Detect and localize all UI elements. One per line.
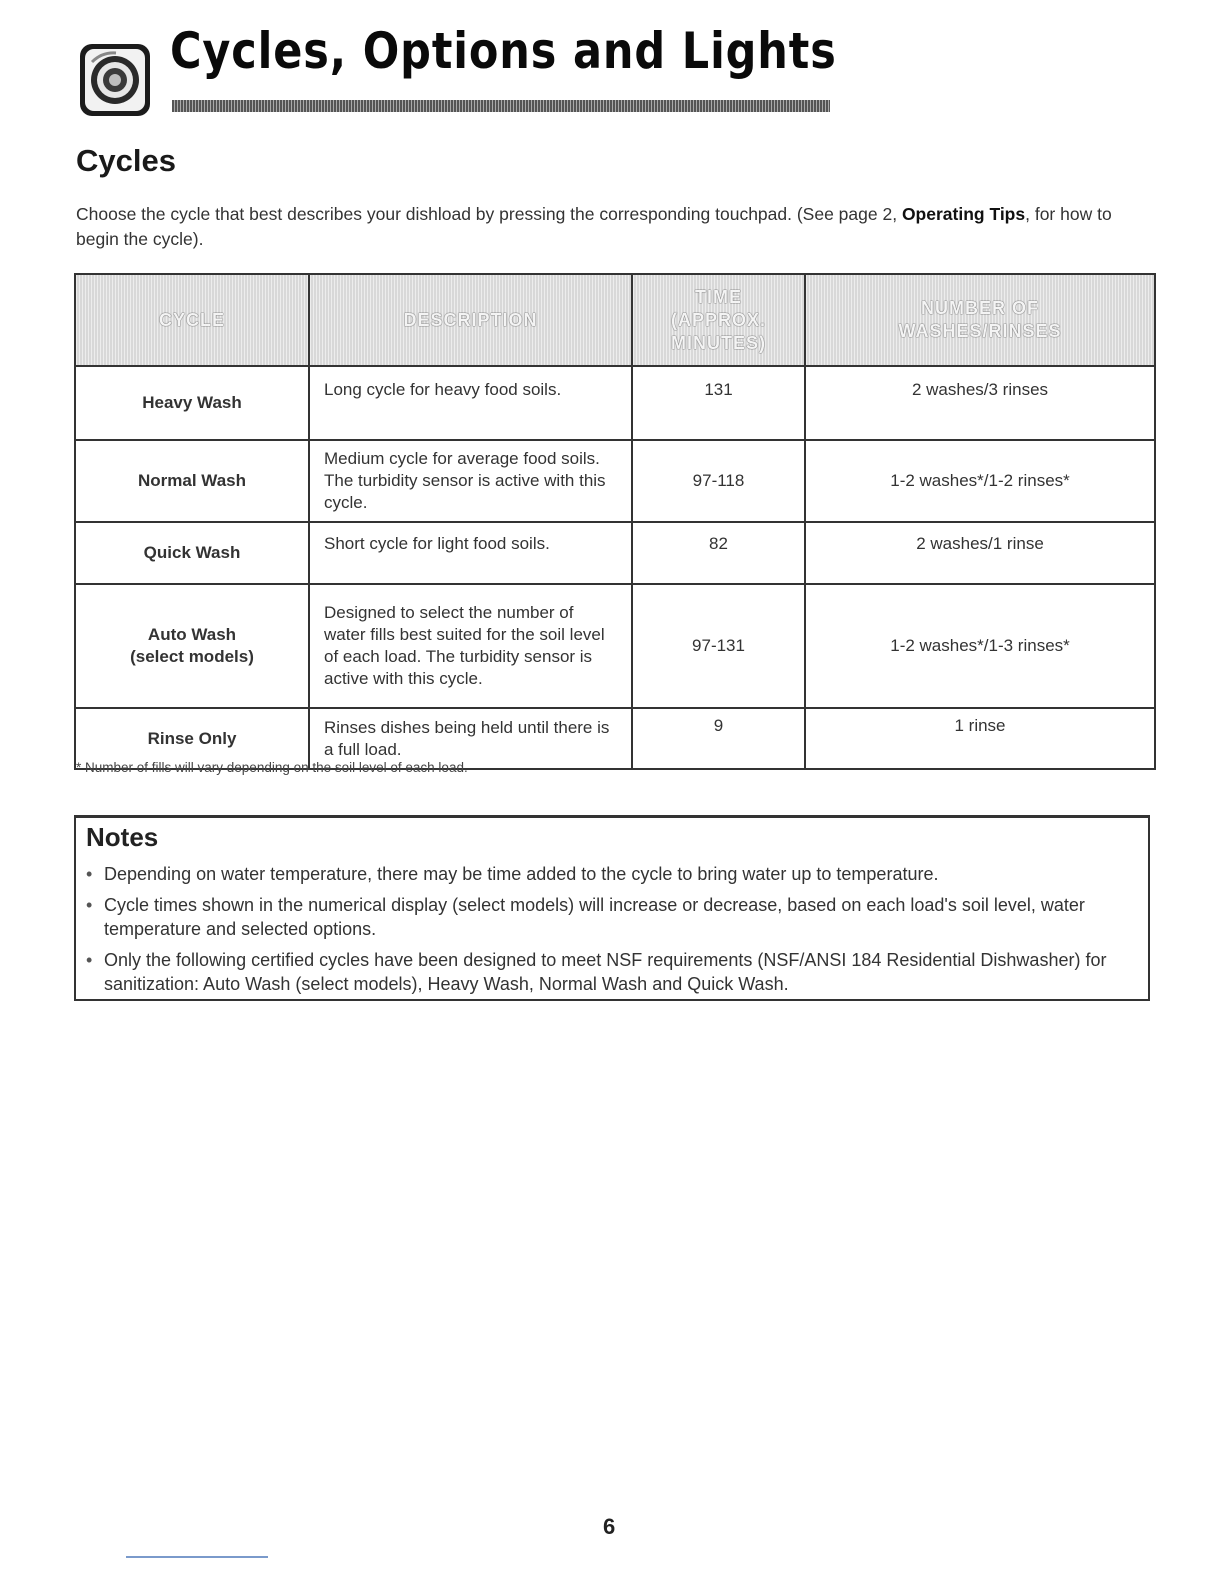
- cycle-description: Short cycle for light food soils.: [309, 522, 632, 584]
- cycle-washes: 1-2 washes*/1-2 rinses*: [805, 440, 1155, 522]
- table-row: [75, 522, 1155, 584]
- column-header-label: TIME (APPROX. MINUTES): [670, 286, 766, 353]
- column-header-time: [632, 274, 805, 366]
- cycle-time: 97-131: [632, 584, 805, 708]
- cycle-description: Designed to select the number of water fills best suited for the soil level of each load. The turbidity sensor is active with this cycle.: [309, 584, 632, 708]
- cycles-table: [74, 273, 1156, 770]
- page-header: [78, 22, 837, 118]
- table-row: [75, 584, 1155, 708]
- cycle-time: 131: [632, 366, 805, 440]
- column-header-description: [309, 274, 632, 366]
- page-number: 6: [603, 1514, 616, 1539]
- column-header-label: CYCLE: [158, 309, 225, 330]
- cycle-name: [75, 584, 309, 708]
- cycle-washes: 2 washes/1 rinse: [805, 522, 1155, 584]
- notes-box: [74, 815, 1150, 1001]
- cycle-name: [75, 522, 309, 584]
- intro-paragraph: [76, 202, 1156, 252]
- cycle-name: [75, 440, 309, 522]
- page-title: Cycles, Options and Lights: [170, 22, 837, 80]
- column-header-label: NUMBER OF WASHES/RINSES: [898, 298, 1062, 341]
- intro-link-text: Operating Tips: [901, 204, 1026, 224]
- cycle-description: Medium cycle for average food soils. The turbidity sensor is active with this cycle.: [309, 440, 632, 522]
- intro-text-end: , for how to begin the cycle).: [76, 204, 1112, 249]
- section-title: Cycles: [76, 143, 176, 178]
- notes-list: [86, 862, 1138, 1003]
- cycle-name: [75, 366, 309, 440]
- cycle-description: Long cycle for heavy food soils.: [309, 366, 632, 440]
- cycle-label: Rinse Only: [147, 728, 237, 748]
- list-item: • Only the following certified cycles have been designed to meet NSF requirements (NSF/ANSI 184 Residential Dishwasher) for sanitization: Auto Wash (select models), Heavy Wash, Normal Wash and Quick Wash.: [86, 948, 1138, 996]
- list-item: • Depending on water temperature, there may be time added to the cycle to bring water up to temperature.: [86, 862, 1138, 886]
- column-header-washes: [805, 274, 1155, 366]
- cycle-time: 9: [632, 708, 805, 769]
- cycle-note: (select models): [130, 647, 254, 666]
- list-item: • Cycle times shown in the numerical display (select models) will increase or decrease, based on each load's soil level, water temperature and selected options.: [86, 893, 1138, 941]
- cycle-washes: 1-2 washes*/1-3 rinses*: [805, 584, 1155, 708]
- table-footnote: * Number of fills will vary depending on the soil level of each load.: [76, 760, 468, 775]
- cycle-label: Heavy Wash: [142, 393, 242, 412]
- cycle-washes: 1 rinse: [805, 708, 1155, 769]
- dial-icon: [78, 40, 152, 118]
- notes-title: Notes: [86, 822, 159, 852]
- cycle-time: 97-118: [632, 440, 805, 522]
- table-row: [75, 440, 1155, 522]
- column-header-label: DESCRIPTION: [403, 309, 538, 330]
- column-header-cycle: [75, 274, 309, 366]
- footer-rule: [126, 1556, 268, 1558]
- title-underline: [172, 100, 830, 112]
- intro-text: Choose the cycle that best describes your dishload by pressing the corresponding touchpad. (See page 2,: [76, 204, 902, 224]
- cycle-washes: 2 washes/3 rinses: [805, 366, 1155, 440]
- cycle-label: Normal Wash: [137, 471, 246, 490]
- cycle-label: Quick Wash: [143, 543, 241, 562]
- cycle-description: Rinses dishes being held until there is a full load.: [309, 708, 632, 769]
- cycle-label: Auto Wash: [147, 625, 237, 644]
- table-row: [75, 366, 1155, 440]
- table-header-row: [75, 274, 1155, 366]
- cycle-time: 82: [632, 522, 805, 584]
